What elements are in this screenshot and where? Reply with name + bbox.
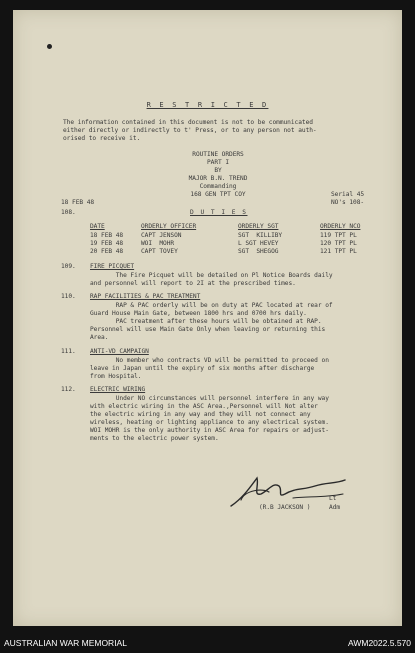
duty-nco-3: 121 TPT PL — [320, 248, 357, 255]
section-109-heading: FIRE PICQUET — [90, 263, 135, 270]
duty-officer-1: CAPT JENSON — [141, 232, 182, 239]
section-108-number: 108. — [61, 209, 76, 216]
section-112-line-6: ments to the electric power system. — [90, 435, 219, 442]
duty-sgt-2: L SGT HEVEY — [238, 240, 279, 247]
section-111-number: 111. — [61, 348, 76, 355]
section-111-heading: ANTI-VD CAMPAIGN — [90, 348, 149, 355]
serial-number: Serial 45 — [331, 191, 365, 198]
notice-line-3: orised to receive it. — [63, 135, 141, 142]
order-numbers: NO's 108- — [331, 199, 365, 206]
header-line-5: Commanding — [199, 183, 237, 190]
section-110-heading: RAP FACILITIES & PAC TREATMENT — [90, 293, 201, 300]
col-orderly-nco: ORDERLY NCO — [320, 223, 361, 230]
punch-hole — [47, 44, 52, 49]
duty-officer-2: WOI MOHR — [141, 240, 175, 247]
section-112-number: 112. — [61, 386, 76, 393]
section-112-line-2: with electric wiring in the ASC Area.,Personnel will Not alter — [90, 403, 318, 410]
section-112-heading: ELECTRIC WIRING — [90, 386, 146, 393]
section-110-line-1: RAP & PAC orderly will be on duty at PAC located at rear of — [90, 302, 333, 309]
section-111-line-2: leave in Japan until the expiry of six months after discharge — [90, 365, 315, 372]
section-111-line-1: No member who contracts VD will be permitted to proceed on — [90, 357, 329, 364]
col-orderly-officer: ORDERLY OFFICER — [141, 223, 197, 230]
duty-nco-1: 119 TPT PL — [320, 232, 357, 239]
section-110-line-3: PAC treatment after these hours will be obtained at RAP. — [90, 318, 322, 325]
order-date: 18 FEB 48 — [61, 199, 95, 206]
section-109-number: 109. — [61, 263, 76, 270]
section-111-line-3: from Hospital. — [90, 373, 142, 380]
notice-line-2: either directly or indirectly to t' Press, or to any person not auth- — [63, 127, 317, 134]
header-line-2: PART I — [206, 159, 230, 166]
document-page — [13, 10, 402, 626]
footer-institution: AUSTRALIAN WAR MEMORIAL — [4, 638, 127, 648]
duty-date-2: 19 FEB 48 — [90, 240, 124, 247]
col-date: DATE — [90, 223, 105, 230]
col-orderly-sgt: ORDERLY SGT — [238, 223, 279, 230]
duty-sgt-1: SGT KILLIBY — [238, 232, 283, 239]
section-110-line-4: Personnel will use Main Gate Only when leaving or returning this — [90, 326, 326, 333]
section-110-line-2: Guard House Main Gate, between 1800 hrs and 0700 hrs daily. — [90, 310, 307, 317]
signature-role: Adm — [329, 504, 341, 511]
header-line-4: MAJOR B.N. TREND — [188, 175, 248, 182]
signature-rank: Lt — [329, 495, 337, 502]
duty-date-3: 20 FEB 48 — [90, 248, 124, 255]
header-line-3: BY — [214, 167, 222, 174]
section-110-line-5: Area. — [90, 334, 109, 341]
header-line-1: ROUTINE ORDERS — [192, 151, 244, 158]
archive-footer — [0, 632, 415, 653]
section-112-line-4: wireless, heating or lighting appliance to any electrical system. — [90, 419, 329, 426]
section-108-heading: D U T I E S — [190, 209, 248, 216]
duty-sgt-3: SGT SHEGOG — [238, 248, 279, 255]
section-109-line-1: The Fire Picquet will be detailed on Pl Notice Boards daily — [90, 272, 333, 279]
duty-nco-2: 120 TPT PL — [320, 240, 357, 247]
section-112-line-3: the electric wiring in any way and they will not connect any — [90, 411, 311, 418]
notice-line-1: The information contained in this document is not to be communicated — [63, 119, 313, 126]
classification-title: R E S T R I C T E D — [146, 101, 269, 109]
section-112-line-1: Under NO circumstances will personnel interfere in any way — [90, 395, 329, 402]
duty-officer-3: CAPT TOVEY — [141, 248, 178, 255]
header-line-6: 168 GEN TPT COY — [190, 191, 246, 198]
section-110-number: 110. — [61, 293, 76, 300]
duty-date-1: 18 FEB 48 — [90, 232, 124, 239]
signature-name: (R.B JACKSON ) — [259, 504, 311, 511]
footer-accession: AWM2022.5.570 — [348, 638, 411, 648]
section-112-line-5: WOI MOHR is the only authority in ASC Area for repairs or adjust- — [90, 427, 329, 434]
section-109-line-2: and personnel will report to 2I at the prescribed times. — [90, 280, 296, 287]
